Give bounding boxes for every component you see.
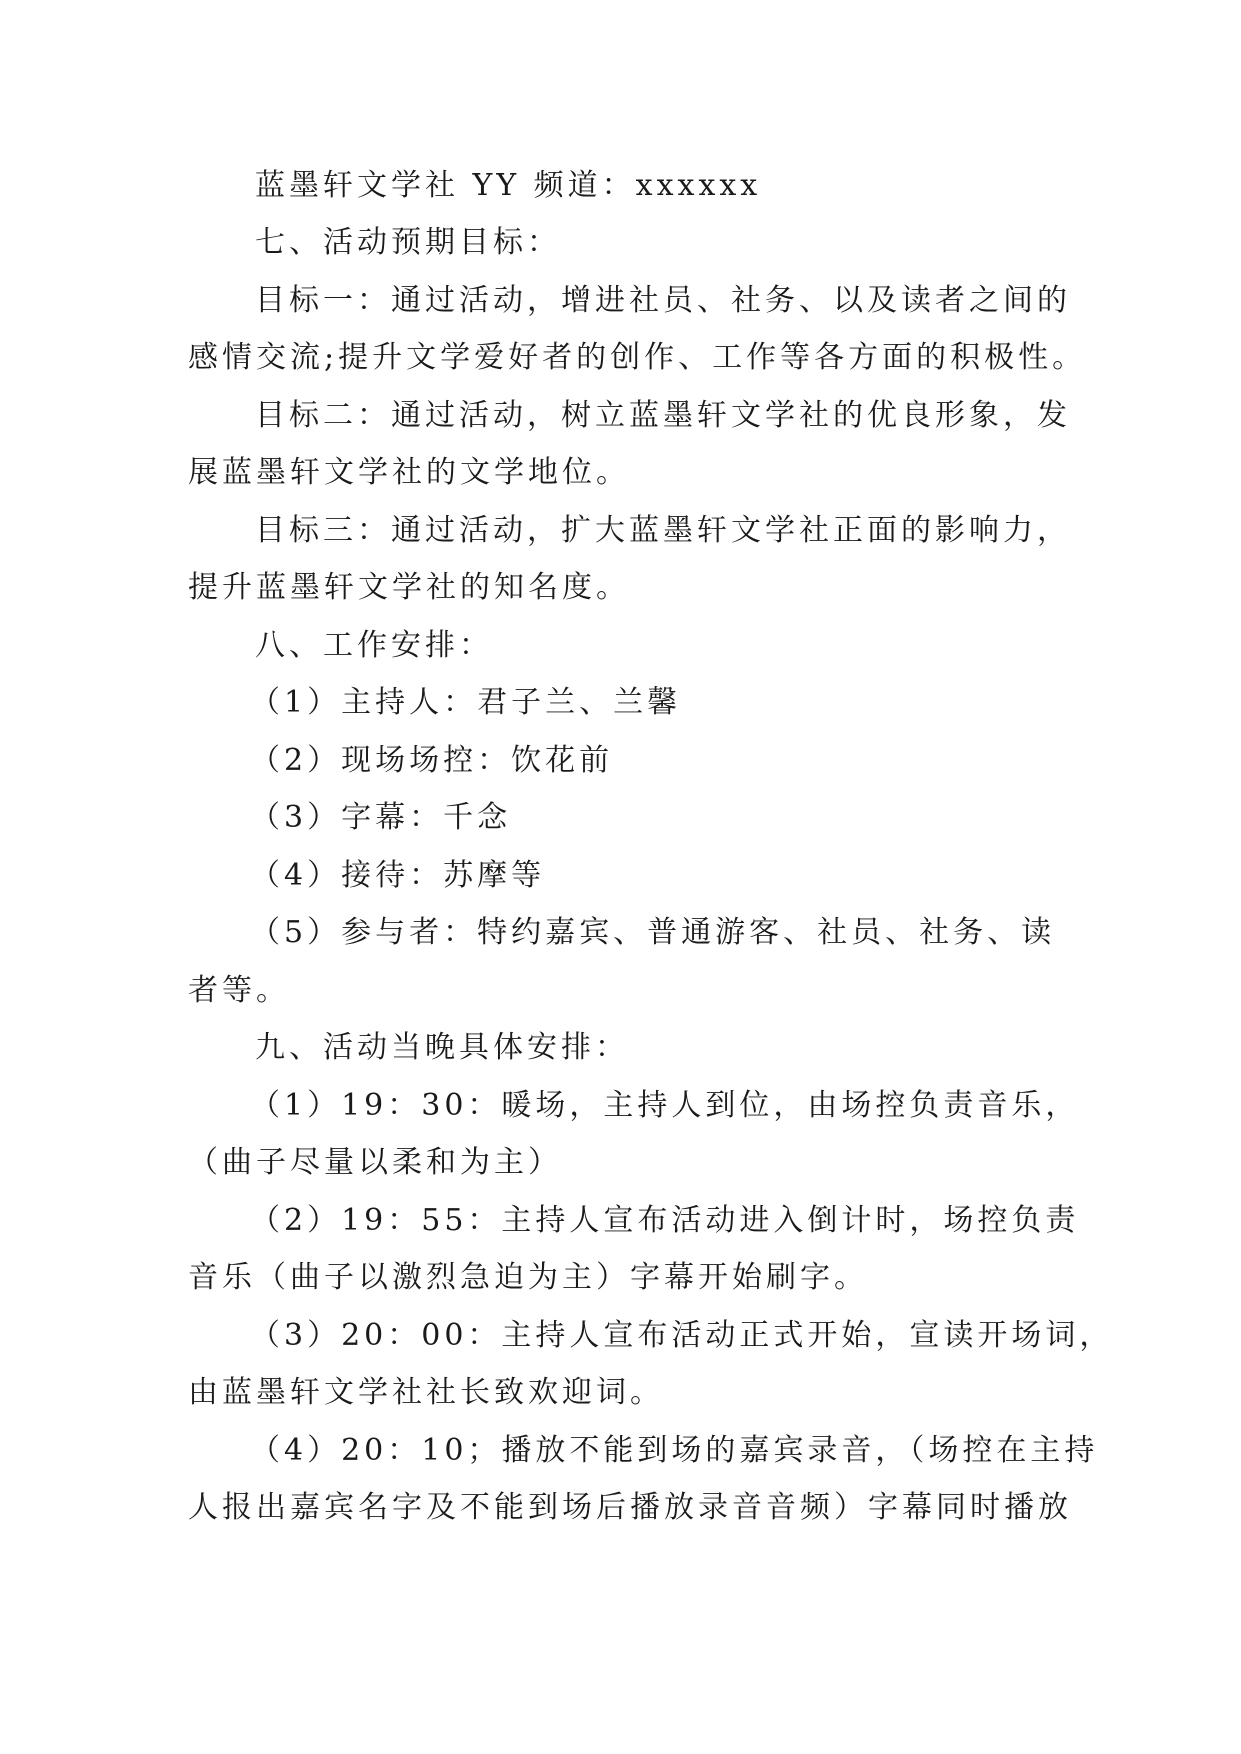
schedule-item-1-line-1: （1）19：30：暖场，主持人到位，由场控负责音乐， (250, 1088, 1080, 1123)
list-item-subtitles: （3）字幕：千念 (250, 800, 512, 835)
paragraph-goal-1-line-1: 目标一：通过活动，增进社员、社务、以及读者之间的 (255, 283, 1071, 318)
schedule-item-4-line-2: 人报出嘉宾名字及不能到场后播放录音音频）字幕同时播放 (188, 1490, 1072, 1525)
schedule-item-2-line-1: （2）19：55：主持人宣布活动进入倒计时，场控负责 (250, 1203, 1080, 1238)
paragraph-goal-1-line-2: 感情交流;提升文学爱好者的创作、工作等各方面的积极性。 (188, 340, 1087, 375)
text-line-yy-channel: 蓝墨轩文学社 YY 频道：xxxxxx (255, 168, 762, 203)
list-item-participants-line-1: （5）参与者：特约嘉宾、普通游客、社员、社务、读 (250, 915, 1056, 950)
paragraph-goal-2-line-1: 目标二：通过活动，树立蓝墨轩文学社的优良形象，发 (255, 398, 1071, 433)
schedule-item-3-line-2: 由蓝墨轩文学社社长致欢迎词。 (188, 1375, 664, 1410)
schedule-item-1-line-2: （曲子尽量以柔和为主） (188, 1145, 562, 1180)
list-item-field-control: （2）现场场控：饮花前 (250, 743, 614, 778)
paragraph-goal-2-line-2: 展蓝墨轩文学社的文学地位。 (188, 455, 630, 490)
section-heading-7: 七、活动预期目标： (255, 225, 561, 260)
schedule-item-3-line-1: （3）20：00：主持人宣布活动正式开始，宣读开场词， (250, 1318, 1114, 1353)
list-item-participants-line-2: 者等。 (188, 973, 290, 1008)
list-item-reception: （4）接待：苏摩等 (250, 858, 546, 893)
schedule-item-4-line-1: （4）20：10；播放不能到场的嘉宾录音，（场控在主持 (250, 1433, 1099, 1468)
schedule-item-2-line-2: 音乐（曲子以激烈急迫为主）字幕开始刷字。 (188, 1260, 868, 1295)
section-heading-8: 八、工作安排： (255, 628, 493, 663)
section-heading-9: 九、活动当晚具体安排： (255, 1030, 629, 1065)
list-item-host: （1）主持人：君子兰、兰馨 (250, 685, 682, 720)
paragraph-goal-3-line-2: 提升蓝墨轩文学社的知名度。 (188, 570, 630, 605)
paragraph-goal-3-line-1: 目标三：通过活动，扩大蓝墨轩文学社正面的影响力， (255, 513, 1071, 548)
